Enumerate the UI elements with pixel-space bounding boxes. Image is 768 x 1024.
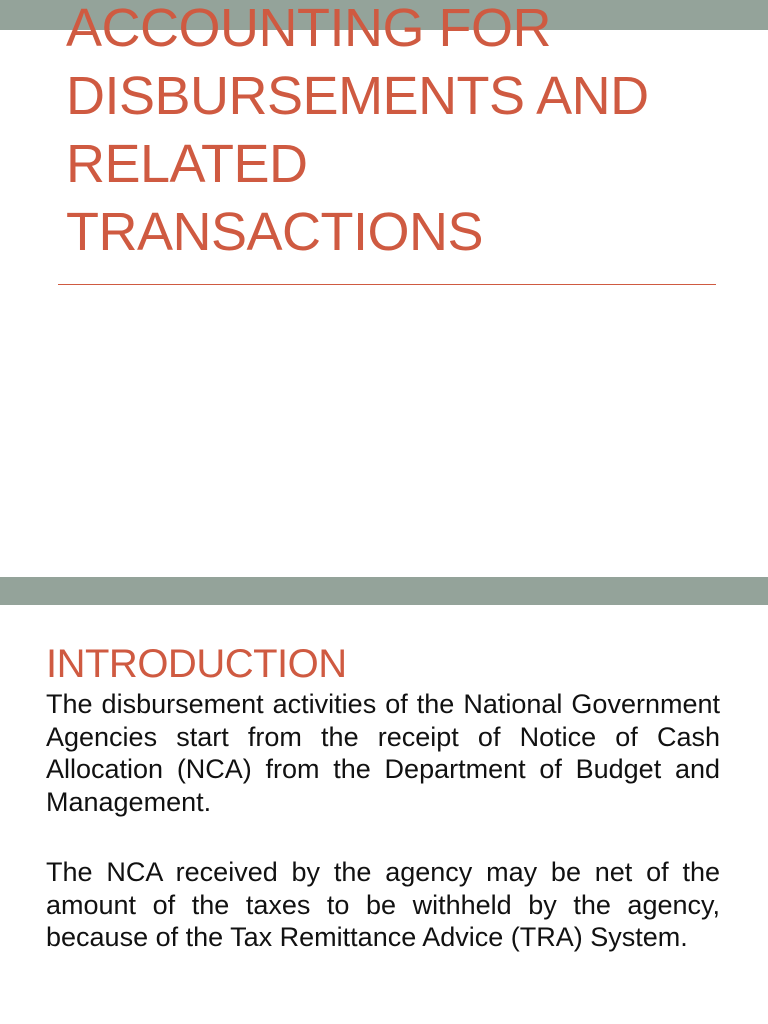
- body-paragraph-2: The NCA received by the agency may be net of the amount of the taxes to be withheld by the agency, because of the Tax Remittance Advice (TRA) System.: [46, 857, 720, 952]
- title-line-4: TRANSACTIONS: [66, 202, 484, 262]
- slide2-header-bar: [0, 577, 768, 605]
- title-line-3: RELATED: [66, 134, 308, 194]
- slide1-title: [66, 0, 746, 266]
- title-line-1: ACCOUNTING FOR: [66, 0, 551, 58]
- body-paragraph-1: The disbursement activities of the National Government Agencies start from the receipt of Notice of Cash Allocation (NCA) from the Department of Budget and Management.: [46, 689, 720, 817]
- section-body: [46, 688, 720, 954]
- title-line-2: DISBURSEMENTS AND: [66, 66, 649, 126]
- section-heading: INTRODUCTION: [46, 642, 347, 686]
- title-underline-rule: [58, 284, 716, 285]
